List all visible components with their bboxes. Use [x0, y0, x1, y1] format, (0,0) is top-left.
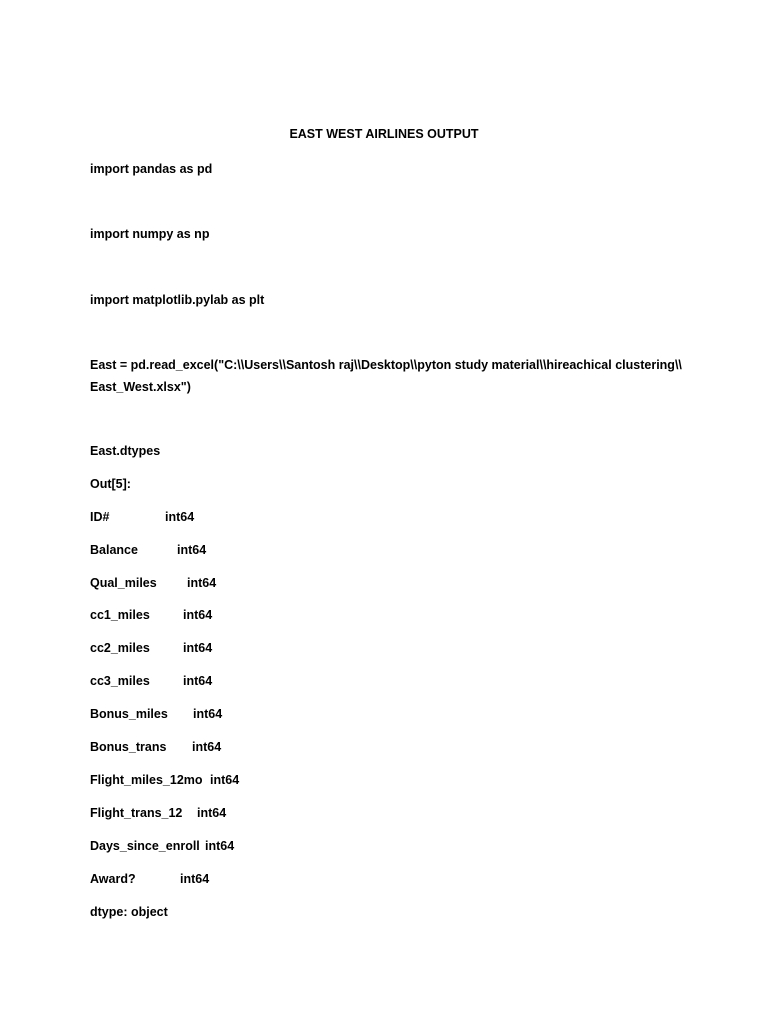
dtype-column-type: int64 [193, 707, 223, 721]
dtype-column-type: int64 [180, 872, 210, 886]
import-pandas-line: import pandas as pd [90, 162, 213, 176]
dtype-row [90, 772, 390, 788]
dtype-column-name: Qual_miles [90, 576, 157, 590]
dtype-column-name: ID# [90, 510, 110, 524]
dtype-footer: dtype: object [90, 905, 168, 919]
read-excel-line-2: East_West.xlsx") [90, 380, 191, 394]
dtype-column-type: int64 [210, 773, 240, 787]
dtypes-call-line: East.dtypes [90, 444, 161, 458]
dtype-row [90, 805, 390, 821]
dtype-column-type: int64 [187, 576, 217, 590]
dtype-column-name: Bonus_miles [90, 707, 168, 721]
dtype-row [90, 542, 390, 558]
dtype-column-name: cc3_miles [90, 674, 150, 688]
dtype-row [90, 607, 390, 623]
dtype-row [90, 509, 390, 525]
dtype-row [90, 673, 390, 689]
dtype-row [90, 871, 390, 887]
dtype-column-name: Bonus_trans [90, 740, 167, 754]
dtype-column-name: Balance [90, 543, 138, 557]
out-label: Out[5]: [90, 477, 131, 491]
dtype-column-type: int64 [205, 839, 235, 853]
read-excel-line-1: East = pd.read_excel("C:\\Users\\Santosh raj\\Desktop\\pyton study material\\hireachical clustering\\ [90, 358, 682, 372]
dtype-column-type: int64 [165, 510, 195, 524]
dtype-column-type: int64 [183, 641, 213, 655]
dtype-column-type: int64 [183, 674, 213, 688]
dtype-row [90, 575, 390, 591]
import-matplotlib-line: import matplotlib.pylab as plt [90, 293, 265, 307]
dtype-column-name: cc2_miles [90, 641, 150, 655]
import-numpy-line: import numpy as np [90, 227, 210, 241]
document-title: EAST WEST AIRLINES OUTPUT [289, 127, 479, 141]
dtype-column-type: int64 [192, 740, 222, 754]
dtype-column-name: Flight_trans_12 [90, 806, 183, 820]
dtype-row [90, 838, 390, 854]
dtype-column-type: int64 [183, 608, 213, 622]
dtype-row [90, 706, 390, 722]
dtype-column-name: cc1_miles [90, 608, 150, 622]
dtype-column-name: Days_since_enroll [90, 839, 200, 853]
dtype-row [90, 640, 390, 656]
dtype-column-type: int64 [197, 806, 227, 820]
dtype-row [90, 739, 390, 755]
dtype-column-name: Award? [90, 872, 136, 886]
dtype-column-name: Flight_miles_12mo [90, 773, 203, 787]
dtype-column-type: int64 [177, 543, 207, 557]
